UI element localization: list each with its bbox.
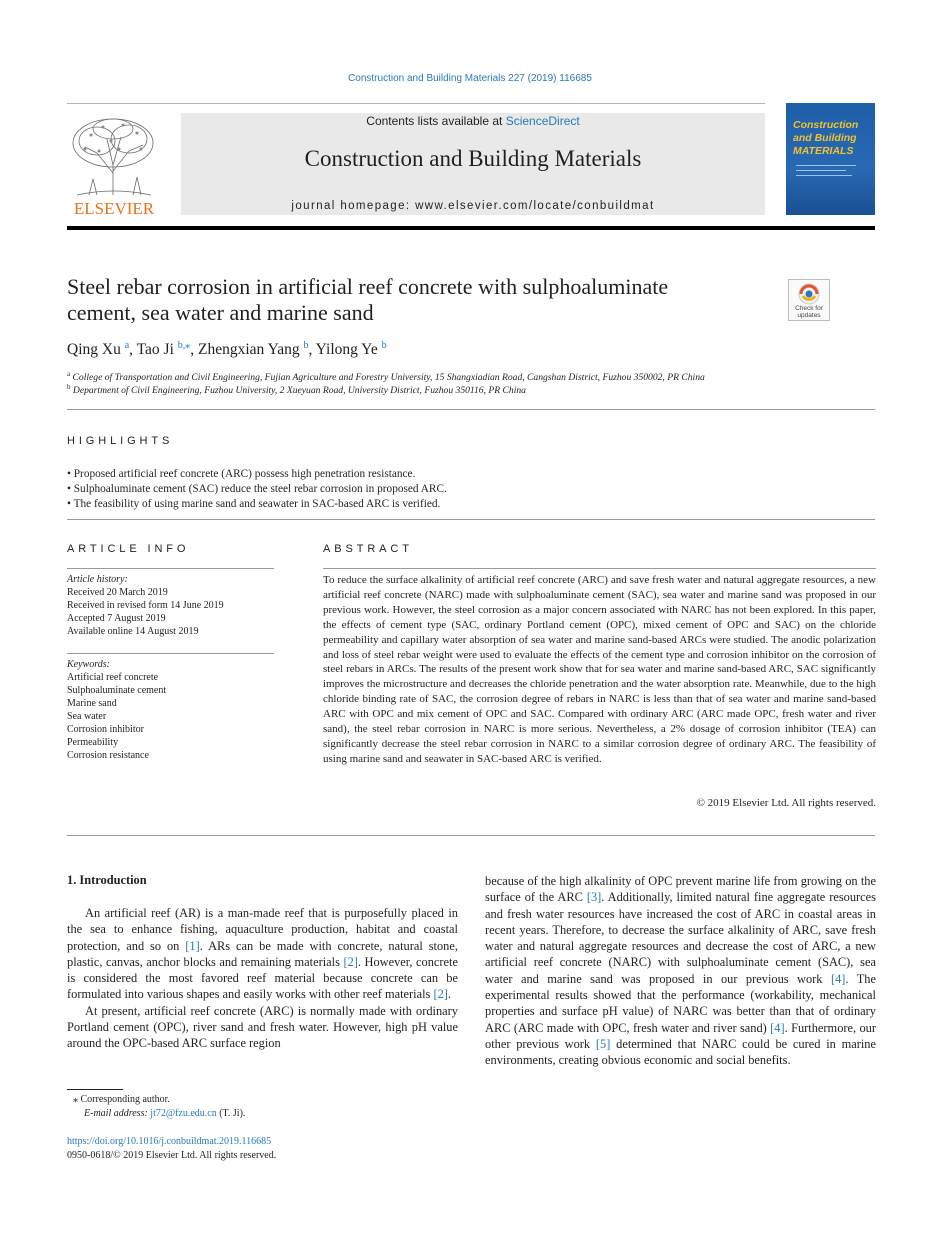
highlight-item: • The feasibility of using marine sand and seawater in SAC-based ARC is verified. [67,498,441,510]
cover-title-line: MATERIALS [793,145,854,157]
affiliation-text: Department of Civil Engineering, Fuzhou University, 2 Xueyuan Road, University District, Fuzhou 350116, PR China [72,385,526,397]
author-name[interactable]: Qing Xu [67,341,121,359]
divider [67,568,274,569]
contents-prefix: Contents lists available at [366,114,506,128]
intro-paragraph-2: At present, artificial reef concrete (ARC) is normally made with ordinary Portland cement (OPC), river sand and fresh water. However, high pH value around the OPC-based ARC surface region [67,1003,458,1051]
article-title-line: cement, sea water and marine sand [67,300,374,325]
issn-line: 0950-0618/© 2019 Elsevier Ltd. All rights reserved. [67,1150,277,1161]
divider [67,653,274,654]
cover-title-line: and Building [793,132,857,144]
abstract-text: To reduce the surface alkalinity of artificial reef concrete (ARC) and save fresh water and natural aggregate resources, a new artificial reef concrete (NARC) made with sulphoaluminate cement (SAC), sea water and marine sand was proposed in our previous work. However, the steel corrosion as a major concern associated with NARC has not been explored. In this paper, the effects of cement type (SAC, ordinary Portland cement (OPC), mixed cement of OPC and SAC) on the chloride permeability and capillary water absorption of sea water and marine sand-based ARCs were studied. The anodic polarization and loss of steel rebar weight were used to evaluate the effects of the cement type and corrosion inhibitor on the corrosion of steel rebars in ARCs. The results of the present work show that for sea water and marine sand-based ARC, SAC significantly improves the microstructure and decreases the chloride penetration and the water absorption rate. Meanwhile, due to the high chloride binding rate of SAC, the corrosion degree of rebars in NARC is less than that of sea water and marine sand-based ARC with OPC and mix cement of OPC and SAC. Compared with ordinary ARC (ARC made OPC, fresh water and river sand), the steel rebar corrosion in NARC is more serious. Nevertheless, a 2% dosage of corrosion inhibitor (TEA) can significantly decrease the steel rebar corrosion in NARC to a similar corrosion degree of ordinary ARC. The feasibility of using marine sand and seawater in SAC-based ARC is verified. [323,574,876,765]
corresponding-label: Corresponding author. [80,1094,170,1105]
history-item: Received 20 March 2019 [67,587,168,598]
highlights-heading: HIGHLIGHTS [67,435,174,447]
check-for-updates-badge[interactable] [788,279,830,321]
keyword-item: Sulphoaluminate cement [67,685,167,696]
affiliation-a [67,370,705,383]
corresponding-author-note [73,1094,170,1105]
keywords-label: Keywords: [67,659,110,670]
text-run: An artificial reef (AR) is a man-made reef that is purposefully placed in the sea to enhance fishing, aquaculture production, habitat and coastal protection, and so on [67,906,458,953]
cover-decoration [796,165,856,166]
author-name[interactable]: Yilong Ye [315,341,378,359]
intro-paragraph-2-continued [485,873,876,1069]
cover-decoration [796,170,846,171]
abstract-heading: ABSTRACT [323,543,413,555]
elsevier-logo[interactable] [67,113,161,217]
text-run: because of the high alkalinity of OPC prevent marine life from growing on the surface of the ARC [485,874,876,905]
journal-reference-link[interactable]: Construction and Building Materials 227 (2019) 116685 [348,73,592,84]
article-title-line: Steel rebar corrosion in artificial reef concrete with sulphoaluminate [67,274,669,299]
article-title [67,274,767,326]
email-suffix: (T. Ji). [216,1108,246,1119]
check-updates-line: updates [797,312,821,319]
author-separator: , [129,341,137,359]
body-left-column [67,905,458,1052]
text-run: . [447,987,452,1002]
text-run: determined that NARC could be cured in marine environments, creating obvious economic and social benefits. [485,1036,876,1068]
top-rule [67,103,765,104]
introduction-heading: 1. Introduction [67,873,147,887]
divider [67,835,875,836]
citation-link[interactable]: [4] [830,971,846,986]
author-separator: , [308,341,316,359]
keyword-item: Permeability [67,737,119,748]
check-updates-line: Check for [795,305,823,312]
citation-link[interactable]: [3] [586,890,602,905]
email-note [84,1108,245,1119]
sciencedirect-link[interactable]: ScienceDirect [505,114,580,128]
text-run: . Additionally, limited natural fine aggregate resources and fresh water resources have increased the cost of ARC in coastal areas in recent years. Therefore, to decrease the surface alkalinity of ARC, save fresh water and natural aggregate resources and decrease the cost of ARC, a new artificial reef concrete (NARC) with sulphoaluminate cement (SAC), sea water and marine sand was proposed in our previous work [485,890,876,986]
author-name[interactable]: Tao Ji [136,341,174,359]
cover-title [793,119,858,158]
author-list [67,340,387,359]
keyword-item: Corrosion inhibitor [67,724,144,735]
highlight-item: • Sulphoaluminate cement (SAC) reduce the steel rebar corrosion in proposed ARC. [67,483,447,495]
contents-line [181,114,765,128]
check-updates-icon [789,282,829,306]
intro-paragraph-1 [67,905,458,1003]
elsevier-tree-icon [67,113,161,217]
citation-link[interactable]: [1] [185,938,200,953]
author-affiliation-marker[interactable]: b,⁎ [177,340,191,351]
affiliation-b [67,383,526,396]
header-thick-rule [67,226,875,230]
text-run: . ARs can be made with concrete, natural stone, plastic, canvas, anchor blocks and remaining materials [67,938,458,969]
citation-link[interactable]: [2] [343,954,358,969]
citation-link[interactable]: [2] [433,987,448,1002]
history-item: Available online 14 August 2019 [67,626,199,637]
check-updates-label [789,305,829,319]
citation-link[interactable]: [5] [595,1036,611,1051]
abstract-copyright: © 2019 Elsevier Ltd. All rights reserved. [696,797,876,809]
divider [323,568,876,569]
author-affiliation-marker[interactable]: a [124,340,130,351]
history-item: Received in revised form 14 June 2019 [67,600,224,611]
keyword-item: Artificial reef concrete [67,672,159,683]
cover-decoration [796,175,852,176]
email-label: E-mail address: [84,1108,151,1119]
divider [67,409,875,410]
author-name[interactable]: Zhengxian Yang [198,341,300,359]
author-separator: , [190,341,198,359]
affiliation-text: College of Transportation and Civil Engineering, Fujian Agriculture and Forestry University, 15 Shangxiadian Road, Cangshan District, Fuzhou 350002, PR China [72,372,705,384]
journal-name: Construction and Building Materials [304,146,642,171]
elsevier-wordmark: ELSEVIER [73,199,155,217]
article-info-heading: ARTICLE INFO [67,543,190,555]
text-run: . However, concrete is considered the most favored reef material because concrete can be formulated into various shapes and easily works with other reef materials [67,954,458,1002]
journal-cover-image[interactable] [786,103,875,215]
body-right-column [485,873,876,1069]
cover-title-line: Construction [793,119,859,131]
author-affiliation-marker[interactable]: b [303,340,309,351]
email-link[interactable]: jt72@fzu.edu.cn [150,1108,217,1119]
article-history-label: Article history: [67,574,128,585]
footnote-star: ⁎ [73,1094,78,1105]
journal-homepage-link[interactable]: journal homepage: www.elsevier.com/locate/conbuildmat [291,200,655,212]
author-affiliation-marker[interactable]: b [381,340,387,351]
history-item: Accepted 7 August 2019 [67,613,166,624]
citation-link[interactable]: [4] [770,1020,785,1035]
text-run: . Furthermore, our other previous work [485,1020,876,1051]
doi-link[interactable]: https://doi.org/10.1016/j.conbuildmat.2019.116685 [67,1136,272,1147]
keyword-item: Marine sand [67,698,117,709]
affiliation-marker: a [67,370,71,378]
footnote-rule [67,1089,123,1090]
keyword-item: Sea water [67,711,107,722]
keyword-item: Corrosion resistance [67,750,149,761]
divider [67,519,875,520]
text-run: . The experimental results showed that the performance (workability, mechanical properties and surface pH value) of NARC was better than that of ordinary ARC (ARC made with OPC, fresh water and river sand) [485,971,876,1035]
affiliation-marker: b [67,383,71,391]
highlight-item: • Proposed artificial reef concrete (ARC) possess high penetration resistance. [67,468,416,480]
